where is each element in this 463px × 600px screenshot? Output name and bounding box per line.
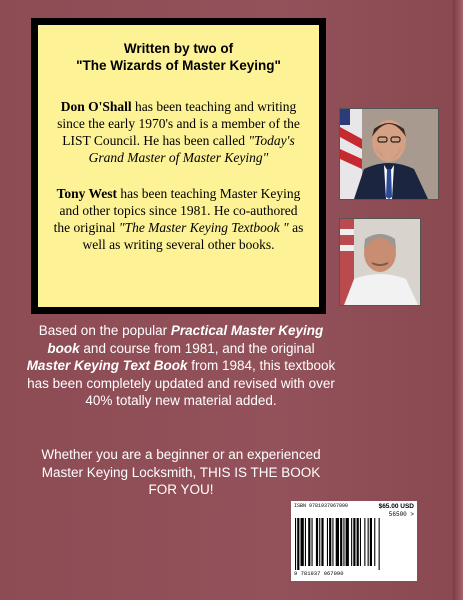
author2-bio [52,185,305,253]
desc-p1-text-c: from 1984, this textbook has been completely updated and revised with over 40% totally new material added. [27,358,336,408]
author1-text: has been teaching and writing since the early 1970's and is a member of the LIST Council. He has been called [57,99,300,148]
author2-photo [339,218,421,306]
author1-quote: "Today's Grand Master of Master Keying" [88,133,295,165]
description-paragraph-2: Whether you are a beginner or an experienced Master Keying Locksmith, THIS IS THE BOOK FOR YOU! [41,447,321,497]
isbn-text: ISBN 9781937067090 [294,503,349,509]
price-text: $65.00 USD [378,503,414,510]
description-paragraph-1 [26,322,336,410]
barcode-addon: 56500 > [388,511,414,518]
author1-bio [52,98,305,166]
author2-text-end: as well as writing several other books. [82,220,304,252]
box-heading-line2: "The Wizards of Master Keying" [76,58,281,73]
box-heading-line1: Written by two of [123,41,234,56]
author1-photo [339,108,439,200]
author2-book-title: "The Master Keying Textbook " [118,220,289,235]
desc-book2-title: Master Keying Text Book [26,358,188,373]
author2-name: Tony West [56,186,118,201]
desc-p1-text-b: and course from 1981, and the original [79,340,315,356]
author-bio-box [31,18,326,314]
author1-name: Don O'Shall [60,99,132,114]
box-heading [38,40,319,74]
author2-text: has been teaching Master Keying and other topics since 1981. He co-authored the original [53,186,301,235]
isbn-barcode [291,501,417,581]
desc-book1-title: Practical Master Keying book [47,323,324,356]
desc-p1-text-a: Based on the popular [38,323,171,338]
barcode-digits: 9 781937 067090 [294,570,344,577]
barcode-bars [294,518,414,570]
cover-edge [453,0,463,600]
